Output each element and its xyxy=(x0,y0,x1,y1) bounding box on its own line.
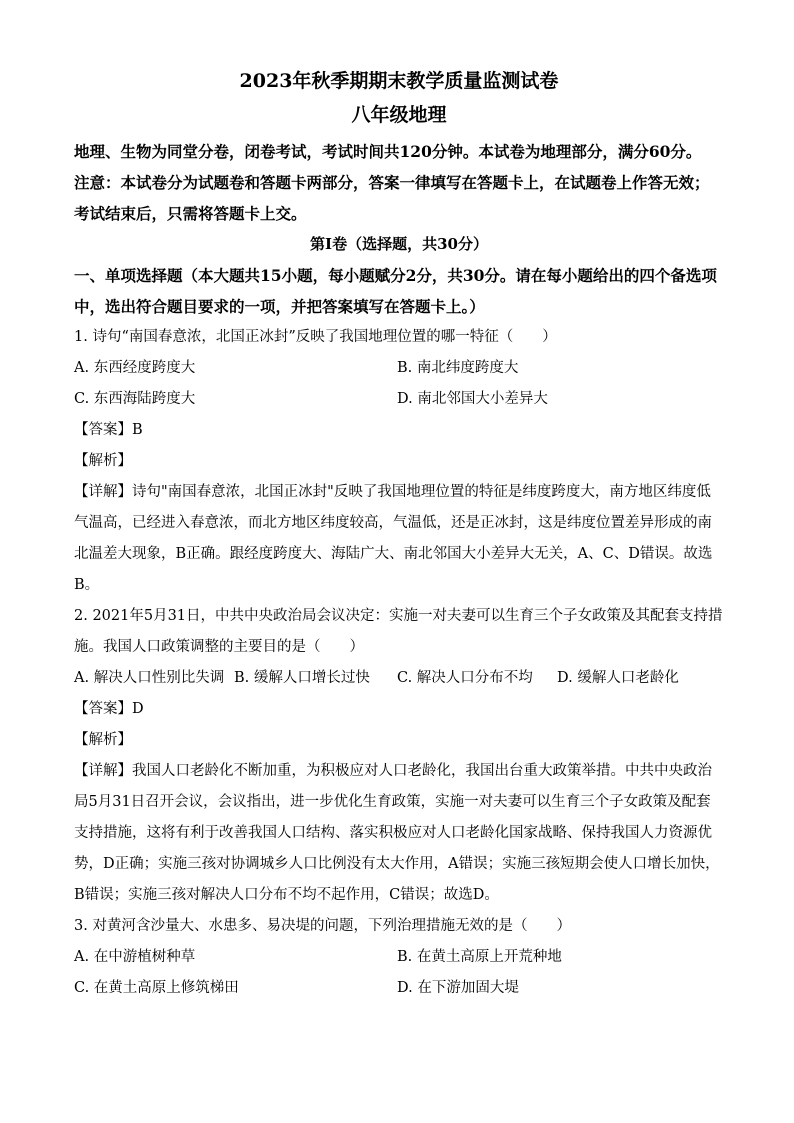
question-options xyxy=(74,353,724,415)
option-c: C. 在黄土高原上修筑梯田 xyxy=(74,980,239,996)
option-b: B. 南北纬度跨度大 xyxy=(397,360,519,376)
analysis-detail: 【详解】诗句"南国春意浓，北国正冰封"反映了我国地理位置的特征是纬度跨度大，南方地区纬度低气温高，已经进入春意浓，而北方地区纬度较高，气温低，还是正冰封，这是纬度位置差异形成的南北温差大现象，B正确。跟经度跨度大、海陆广大、南北邻国大小差异大无关，A、C、D错误。故选B。 xyxy=(74,484,713,593)
option-c: C. 东西海陆跨度大 xyxy=(74,391,196,407)
analysis-label: 【解析】 xyxy=(74,453,132,469)
answer-line: 【答案】B xyxy=(74,422,143,438)
question-stem: 3. 对黄河含沙量大、水患多、易决堤的问题，下列治理措施无效的是（ ） xyxy=(74,918,571,934)
option-c: C. 解决人口分布不均 xyxy=(397,670,533,686)
option-a: A. 东西经度跨度大 xyxy=(74,360,196,376)
option-d: D. 在下游加固大堤 xyxy=(397,980,519,996)
question-options xyxy=(74,663,724,694)
option-d: D. 缓解人口老龄化 xyxy=(557,670,679,686)
analysis-detail: 【详解】我国人口老龄化不断加重，为积极应对人口老龄化，我国出台重大政策举措。中共中央政治局5月31日召开会议，会议指出，进一步优化生育政策，实施一对夫妻可以生育三个子女政策及配套支持措施，这将有利于改善我国人口结构、落实积极应对人口老龄化国家战略、保持我国人力资源优势，D正确；实施三孩对协调城乡人口比例没有太大作用，A错误；实施三孩短期会使人口增长加快，B错误；实施三孩对解决人口分布不均不起作用，C错误；故选D。 xyxy=(74,763,720,903)
question-1 xyxy=(74,322,724,601)
section-title: 第Ⅰ卷（选择题，共30分） xyxy=(310,235,488,253)
exam-subtitle: 八年级地理 xyxy=(351,104,447,126)
exam-intro: 地理、生物为同堂分卷，闭卷考试，考试时间共120分钟。本试卷为地理部分，满分60分。 xyxy=(74,142,702,161)
question-3 xyxy=(74,911,724,1004)
question-2 xyxy=(74,601,724,911)
question-options xyxy=(74,942,724,1004)
option-b: B. 在黄土高原上开荒种地 xyxy=(397,949,562,965)
answer-line: 【答案】D xyxy=(74,701,144,717)
option-a: A. 在中游植树种草 xyxy=(74,949,196,965)
question-stem: 2. 2021年5月31日，中共中央政治局会议决定：实施一对夫妻可以生育三个子女政策及其配套支持措施。我国人口政策调整的主要目的是（ ） xyxy=(74,608,723,655)
section-instruction: 一、单项选择题（本大题共15小题，每小题赋分2分，共30分。请在每小题给出的四个备选项中，选出符合题目要求的一项，并把答案填写在答题卡上。） xyxy=(74,266,717,316)
question-stem: 1. 诗句“南国春意浓，北国正冰封”反映了我国地理位置的哪一特征（ ） xyxy=(74,329,557,345)
option-d: D. 南北邻国大小差异大 xyxy=(397,391,548,407)
exam-title: 2023年秋季期期末教学质量监测试卷 xyxy=(239,70,559,92)
exam-notice: 注意：本试卷分为试题卷和答题卡两部分，答案一律填写在答题卡上，在试题卷上作答无效；考试结束后，只需将答题卡上交。 xyxy=(74,173,710,223)
exam-page xyxy=(74,66,724,1004)
option-b: B. 缓解人口增长过快 xyxy=(234,670,370,686)
option-a: A. 解决人口性别比失调 xyxy=(74,670,225,686)
analysis-label: 【解析】 xyxy=(74,732,132,748)
